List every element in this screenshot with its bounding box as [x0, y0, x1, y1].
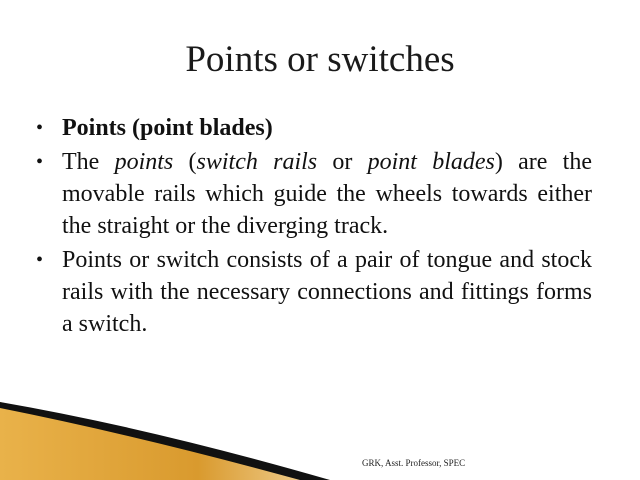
bullet-list [36, 112, 592, 342]
decorative-swoosh [0, 380, 640, 480]
bullet-item-2 [36, 146, 592, 242]
bullet-dot-icon: • [36, 117, 44, 139]
bullet-text-part: point blades [367, 149, 495, 175]
bullet-text-part: ( [173, 149, 197, 175]
bullet-text-part: switch rails [196, 149, 318, 175]
bullet-text: Points (point blades) [62, 115, 273, 141]
bullet-text-part: The [62, 149, 115, 175]
bullet-text-part: points [114, 149, 174, 175]
slide-title: Points or switches [185, 39, 455, 80]
bullet-item-3 [36, 244, 592, 340]
bullet-text: Points or switch consists of a pair of tongue and stock rails with the necessary connections and fittings forms a switch. [62, 247, 592, 337]
bullet-dot-icon: • [36, 151, 44, 173]
slide-footer: GRK, Asst. Professor, SPEC [362, 458, 466, 468]
bullet-dot-icon: • [36, 249, 44, 271]
bullet-text-part: or [317, 149, 368, 175]
bullet-text-part: ) are the movable rails which guide the wheels towards either the straight or the diverging track. [62, 149, 592, 239]
bullet-item-1 [36, 112, 592, 144]
